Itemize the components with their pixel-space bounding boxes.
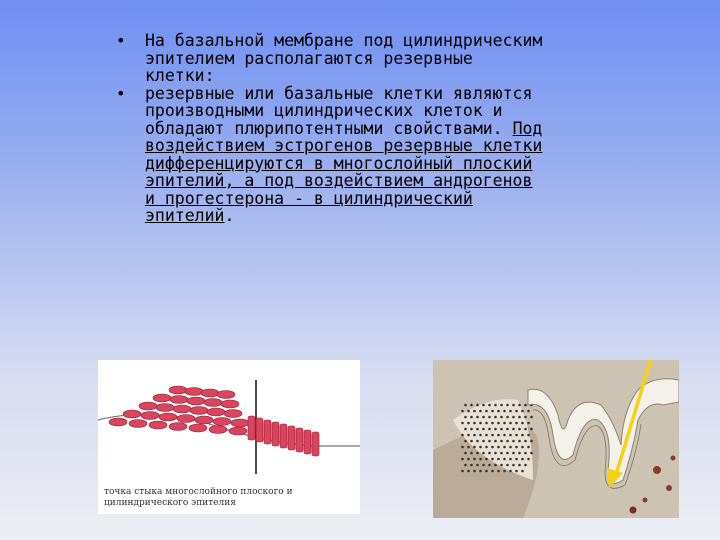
squamous-cell (141, 412, 159, 420)
columnar-cell (304, 430, 311, 454)
squamous-cell (159, 413, 177, 421)
squamous-cell (221, 400, 239, 408)
squamous-cell (190, 407, 208, 415)
bullet-list (112, 32, 552, 225)
columnar-cell (312, 432, 319, 456)
histology-photo (433, 360, 679, 518)
squamous-cell (217, 391, 235, 399)
figure-caption: точка стыка многослойного плоского и цилиндрического эпителия (104, 487, 293, 508)
squamous-cell (185, 388, 203, 396)
squamous-cell (169, 386, 187, 394)
columnar-cell (288, 426, 295, 450)
squamous-cell (169, 423, 187, 431)
squamous-cell (149, 421, 167, 429)
columnar-cell (264, 420, 271, 444)
bullet-item-1 (112, 32, 552, 85)
columnar-cell (256, 418, 263, 442)
squamous-cell (109, 418, 127, 426)
bullet-2-text: резервные или базальные клетки являются производными цилиндрических клеток и обладают плюрипотентными свойствами. (145, 83, 533, 138)
squamous-cell (201, 389, 219, 397)
columnar-cell (248, 416, 255, 440)
squamous-cell (207, 408, 225, 416)
squamous-cell (213, 418, 231, 426)
squamous-cell (153, 394, 171, 402)
epithelium-junction-illustration (98, 360, 360, 514)
squamous-cell (177, 415, 195, 423)
squamous-cell (209, 426, 227, 434)
squamous-cell (195, 416, 213, 424)
squamous-cell (187, 397, 205, 405)
squamous-cell (139, 402, 157, 410)
squamous-cell (123, 410, 141, 418)
bullet-2-tail: . (224, 206, 235, 225)
squamous-cell (231, 419, 249, 427)
squamous-cell (189, 424, 207, 432)
squamous-cell (173, 405, 191, 413)
bullet-item-2 (112, 85, 552, 225)
arrow-icon (433, 360, 679, 518)
squamous-cell (170, 396, 188, 404)
columnar-cell (296, 428, 303, 452)
squamous-cell (156, 404, 174, 412)
squamous-cell (204, 399, 222, 407)
squamous-cell (224, 410, 242, 418)
columnar-cell (272, 422, 279, 446)
columnar-cell (280, 424, 287, 448)
bullet-2-underlined-text: Под воздействием эстрогенов резервные клетки дифференцируются в многослойный плоский эпителий, а под воздействием андрогенов и прогестерона - в цилиндрический эпителий (145, 118, 543, 225)
bullet-1-text: На базальной мембране под цилиндрическим эпителием располагаются резервные клетки: (145, 31, 543, 85)
squamous-cell (229, 427, 247, 435)
squamous-cell (129, 420, 147, 428)
